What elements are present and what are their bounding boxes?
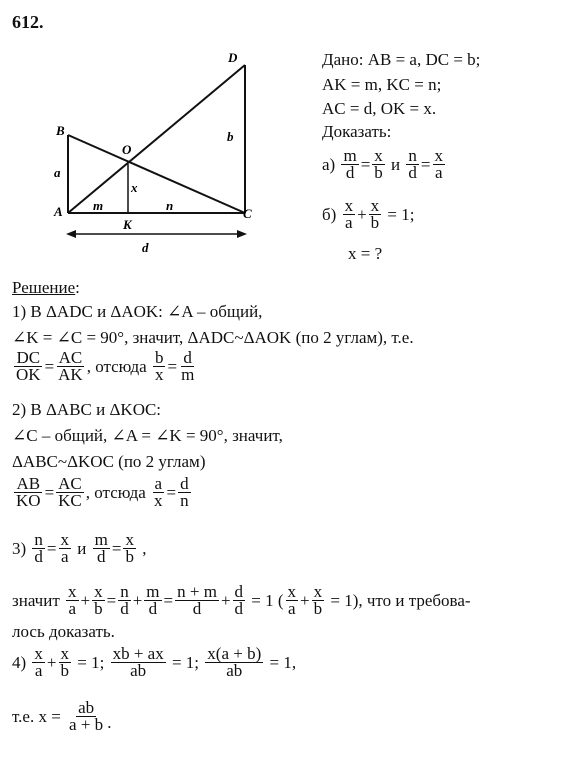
- label-B: B: [56, 123, 65, 138]
- fraction: $\frac{x}{b}$: [370, 196, 380, 232]
- fraction: $\frac{m}{d}$: [146, 582, 160, 618]
- step3-line1: 3) $\frac{n}{d}$ = $\frac{x}{a}$ и $\frac{m}{d}$ = $\frac{x}{b}$ ,: [12, 530, 147, 566]
- fraction: $\frac{AB}{KO}$: [16, 474, 41, 510]
- fraction: $\frac{x}{a}$: [34, 644, 43, 680]
- fraction: $\frac{x}{b}$: [313, 582, 323, 618]
- label-x: x: [131, 180, 138, 195]
- find-x: x = ?: [348, 244, 383, 263]
- label-D: D: [228, 50, 238, 65]
- step4: 4) $\frac{x}{a}$ + $\frac{x}{b}$ = 1; $\frac{xb + ax}{ab}$ = 1; $\frac{x(a + b)}{ab}$ = 1,: [12, 644, 297, 680]
- step3-line2: значит $\frac{x}{a}$ + $\frac{x}{b}$ = $\frac{n}{d}$ + $\frac{m}{d}$ = $\frac{n + m}{d}$ + $\frac{d}{d}$ = 1 ( $\frac{x}{a}$ + $\frac{x}{b}$ = 1), что и требова-: [12, 582, 471, 618]
- given-line-2: AK = m, KC = n;: [322, 75, 442, 94]
- label-d: d: [142, 240, 149, 255]
- step1-line2: ∠K = ∠C = 90°, значит, ΔADC~ΔAOK (по 2 углам), т.е.: [12, 328, 414, 347]
- fraction: $\frac{x}{a}$: [60, 530, 70, 566]
- step2-line2: ∠C – общий, ∠A = ∠K = 90°, значит,: [12, 426, 283, 445]
- fraction: $\frac{DC}{OK}$: [16, 348, 41, 384]
- step2-line3: ΔABC~ΔKOC (по 2 углам): [12, 452, 206, 471]
- given-line-1: Дано: AB = a, DC = b;: [322, 50, 481, 69]
- fraction: $\frac{m}{d}$: [343, 146, 357, 182]
- given-line-3: AC = d, OK = x.: [322, 99, 437, 118]
- fraction: $\frac{x}{a}$: [344, 196, 354, 232]
- fraction: $\frac{AC}{AK}$: [58, 348, 83, 384]
- fraction: $\frac{ab}{a + b}$: [69, 698, 104, 734]
- prove-label: Доказать:: [322, 122, 392, 141]
- fraction: $\frac{x}{b}$: [125, 530, 134, 566]
- fraction: $\frac{x}{a}$: [68, 582, 77, 618]
- fraction: $\frac{n}{d}$: [408, 146, 417, 182]
- label-a: a: [54, 165, 61, 180]
- arrow-right-icon: [237, 230, 247, 238]
- step1-proportion: $\frac{DC}{OK}$ = $\frac{AC}{AK}$ , отсюда $\frac{b}{x}$ = $\frac{d}{m}$: [16, 348, 195, 384]
- fraction: $\frac{d}{d}$: [234, 582, 244, 618]
- step2-proportion: $\frac{AB}{KO}$ = $\frac{AC}{KC}$ , отсюда $\frac{a}{x}$ = $\frac{d}{n}$: [16, 474, 189, 510]
- step3-line3: лось доказать.: [12, 622, 115, 641]
- fraction: $\frac{x}{b}$: [60, 644, 70, 680]
- prove-a: а) $\frac{m}{d}$ = $\frac{x}{b}$ и $\frac{n}{d}$ = $\frac{x}{a}$: [322, 146, 443, 182]
- fraction: $\frac{x(a + b)}{ab}$: [207, 644, 262, 680]
- label-O: O: [122, 142, 132, 157]
- fraction: $\frac{x}{b}$: [374, 146, 383, 182]
- arrow-left-icon: [66, 230, 76, 238]
- label-K: K: [123, 217, 132, 232]
- problem-number: 612.: [12, 12, 44, 32]
- label-C: C: [243, 206, 252, 221]
- fraction: $\frac{d}{m}$: [181, 348, 195, 384]
- fraction: $\frac{x}{a}$: [434, 146, 443, 182]
- fraction: $\frac{d}{n}$: [180, 474, 189, 510]
- final-answer: т.е. x = $\frac{ab}{a + b}$ .: [12, 698, 112, 734]
- geometry-figure: [40, 40, 290, 260]
- fraction: $\frac{a}{x}$: [154, 474, 163, 510]
- fraction: $\frac{x}{b}$: [94, 582, 103, 618]
- fraction: $\frac{b}{x}$: [154, 348, 164, 384]
- fraction: $\frac{AC}{KC}$: [58, 474, 82, 510]
- step1-line1: 1) В ΔADC и ΔAOK: ∠A – общий,: [12, 302, 263, 321]
- segment-ad: [68, 65, 245, 213]
- prove-b: б) $\frac{x}{a}$ + $\frac{x}{b}$ = 1;: [322, 196, 415, 232]
- fraction: $\frac{n + m}{d}$: [177, 582, 217, 618]
- solution-title: Решение:: [12, 278, 80, 297]
- fraction: $\frac{n}{d}$: [34, 530, 43, 566]
- label-n: n: [166, 198, 174, 213]
- step2-line1: 2) В ΔABC и ΔKOC:: [12, 400, 162, 419]
- label-b: b: [227, 129, 234, 144]
- fraction: $\frac{m}{d}$: [94, 530, 108, 566]
- fraction: $\frac{x}{a}$: [287, 582, 297, 618]
- label-m: m: [93, 198, 104, 213]
- fraction: $\frac{n}{d}$: [120, 582, 129, 618]
- fraction: $\frac{xb + ax}{ab}$: [112, 644, 164, 680]
- label-A: A: [54, 204, 63, 219]
